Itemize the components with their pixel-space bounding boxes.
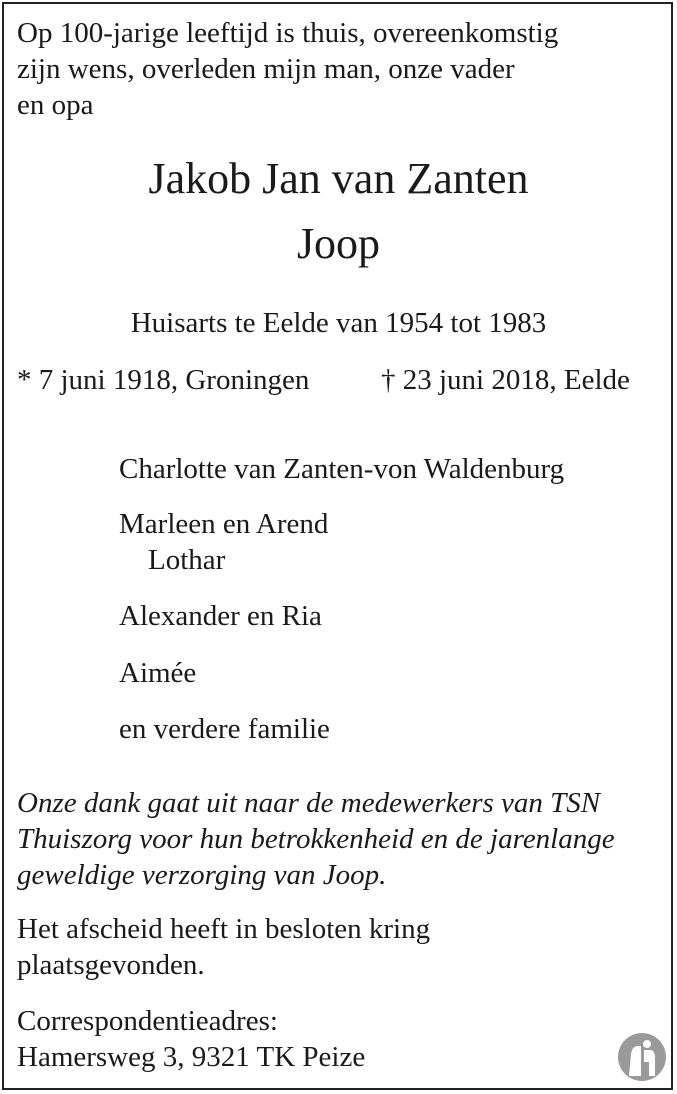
thanks-line: Thuiszorg voor hun betrokkenheid en de jarenlange bbox=[17, 823, 615, 855]
thanks-text bbox=[17, 785, 615, 893]
memorial-logo-icon bbox=[617, 1032, 667, 1082]
family-child: Marleen en Arend bbox=[119, 508, 329, 540]
thanks-line: geweldige verzorging van Joop. bbox=[17, 859, 387, 891]
birth-info: * 7 juni 1918, Groningen bbox=[17, 364, 310, 396]
family-grandchild: Lothar bbox=[148, 544, 226, 576]
family-child: Aimée bbox=[119, 657, 197, 689]
farewell-line: Het afscheid heeft in besloten kring bbox=[17, 913, 431, 945]
farewell-text bbox=[17, 911, 430, 983]
intro-text bbox=[17, 15, 558, 123]
correspondence-address bbox=[17, 1003, 365, 1075]
intro-line: zijn wens, overleden mijn man, onze vader bbox=[17, 53, 515, 85]
address-label: Correspondentieadres: bbox=[17, 1005, 278, 1037]
deceased-profession: Huisarts te Eelde van 1954 tot 1983 bbox=[130, 307, 547, 339]
intro-line: en opa bbox=[17, 89, 94, 121]
farewell-line: plaatsgevonden. bbox=[17, 949, 205, 981]
deceased-full-name: Jakob Jan van Zanten bbox=[148, 154, 529, 203]
thanks-line: Onze dank gaat uit naar de medewerkers van TSN bbox=[17, 787, 601, 819]
intro-line: Op 100-jarige leeftijd is thuis, overeenkomstig bbox=[17, 17, 559, 49]
address-value: Hamersweg 3, 9321 TK Peize bbox=[17, 1041, 366, 1073]
family-spouse: Charlotte van Zanten-von Waldenburg bbox=[119, 453, 565, 485]
family-others: en verdere familie bbox=[119, 713, 330, 745]
deceased-nickname: Joop bbox=[296, 219, 381, 268]
family-child: Alexander en Ria bbox=[119, 600, 322, 632]
death-info: † 23 juni 2018, Eelde bbox=[381, 364, 630, 396]
